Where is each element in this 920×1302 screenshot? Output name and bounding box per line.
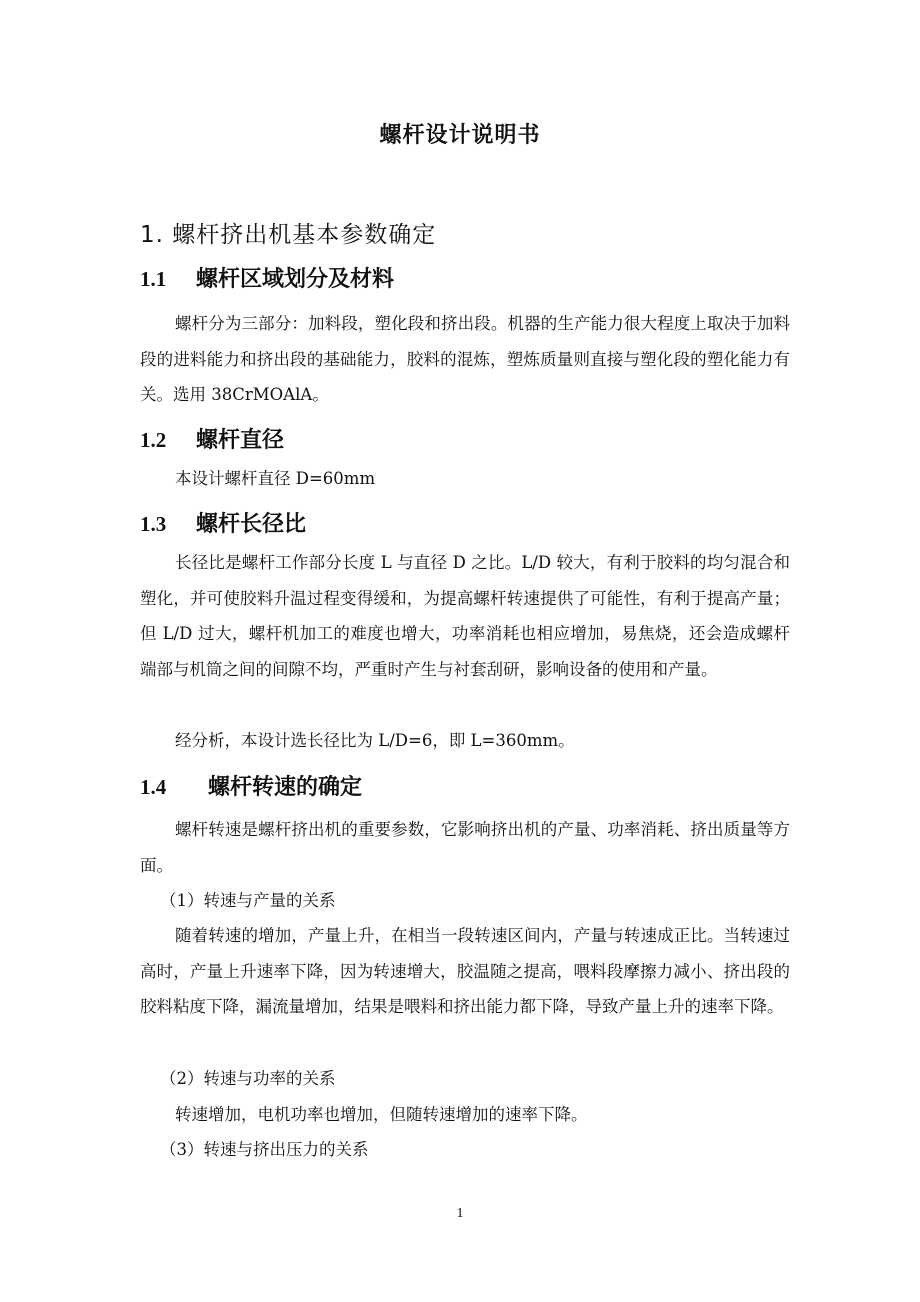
page-number: 1 <box>456 1206 464 1221</box>
paragraph: 长径比是螺杆工作部分长度 L 与直径 D 之比。L/D 较大，有利于胶料的均匀混合和塑化，并可使胶料升温过程变得缓和，为提高螺杆转速提供了可能性，有利于提高产量；但 L/D 过大，螺杆机加工的难度也增大，功率消耗也相应增加，易焦烧，还会造成螺杆端部与机筒之间的间隙不均，严重时产生与衬套刮研，影响设备的使用和产量。 <box>140 553 790 679</box>
paragraph: 经分析，本设计选长径比为 L/D=6，即 L=360mm。 <box>175 731 575 750</box>
section-title: 螺杆转速的确定 <box>208 775 363 800</box>
section-number: 1.3 <box>140 512 167 536</box>
paragraph: 螺杆分为三部分：加料段，塑化段和挤出段。机器的生产能力很大程度上取决于加料段的进料能力和挤出段的基础能力，胶料的混炼，塑炼质量则直接与塑化段的塑化能力有关。选用 38CrMOAlA。 <box>140 314 790 404</box>
paragraph: 螺杆转速是螺杆挤出机的重要参数，它影响挤出机的产量、功率消耗、挤出质量等方面。 <box>140 820 790 875</box>
section-number: 1.2 <box>140 428 167 452</box>
section-number: 1.1 <box>140 267 167 291</box>
section-heading-1-2 <box>140 423 284 454</box>
section-heading-1-3 <box>140 507 306 538</box>
section-title: 螺杆区域划分及材料 <box>196 267 395 292</box>
list-item: （1）转速与产量的关系 <box>160 891 336 910</box>
paragraph: 转速增加，电机功率也增加，但随转速增加的速率下降。 <box>175 1105 588 1124</box>
paragraph: 本设计螺杆直径 D=60mm <box>175 469 376 488</box>
document-title: 螺杆设计说明书 <box>379 123 541 148</box>
section-title: 螺杆直径 <box>196 428 285 453</box>
section-title: 螺杆长径比 <box>196 512 307 537</box>
list-item: （2）转速与功率的关系 <box>160 1069 336 1088</box>
section-number: 1.4 <box>140 775 167 799</box>
list-item: （3）转速与挤出压力的关系 <box>160 1140 369 1159</box>
chapter-heading: 1. 螺杆挤出机基本参数确定 <box>140 222 437 248</box>
section-heading-1-4 <box>140 770 362 801</box>
section-heading-1-1 <box>140 262 394 293</box>
paragraph: 随着转速的增加，产量上升，在相当一段转速区间内，产量与转速成正比。当转速过高时，产量上升速率下降，因为转速增大，胶温随之提高，喂料段摩擦力减小、挤出段的胶料粘度下降，漏流量增加，结果是喂料和挤出能力都下降，导致产量上升的速率下降。 <box>140 926 790 1016</box>
